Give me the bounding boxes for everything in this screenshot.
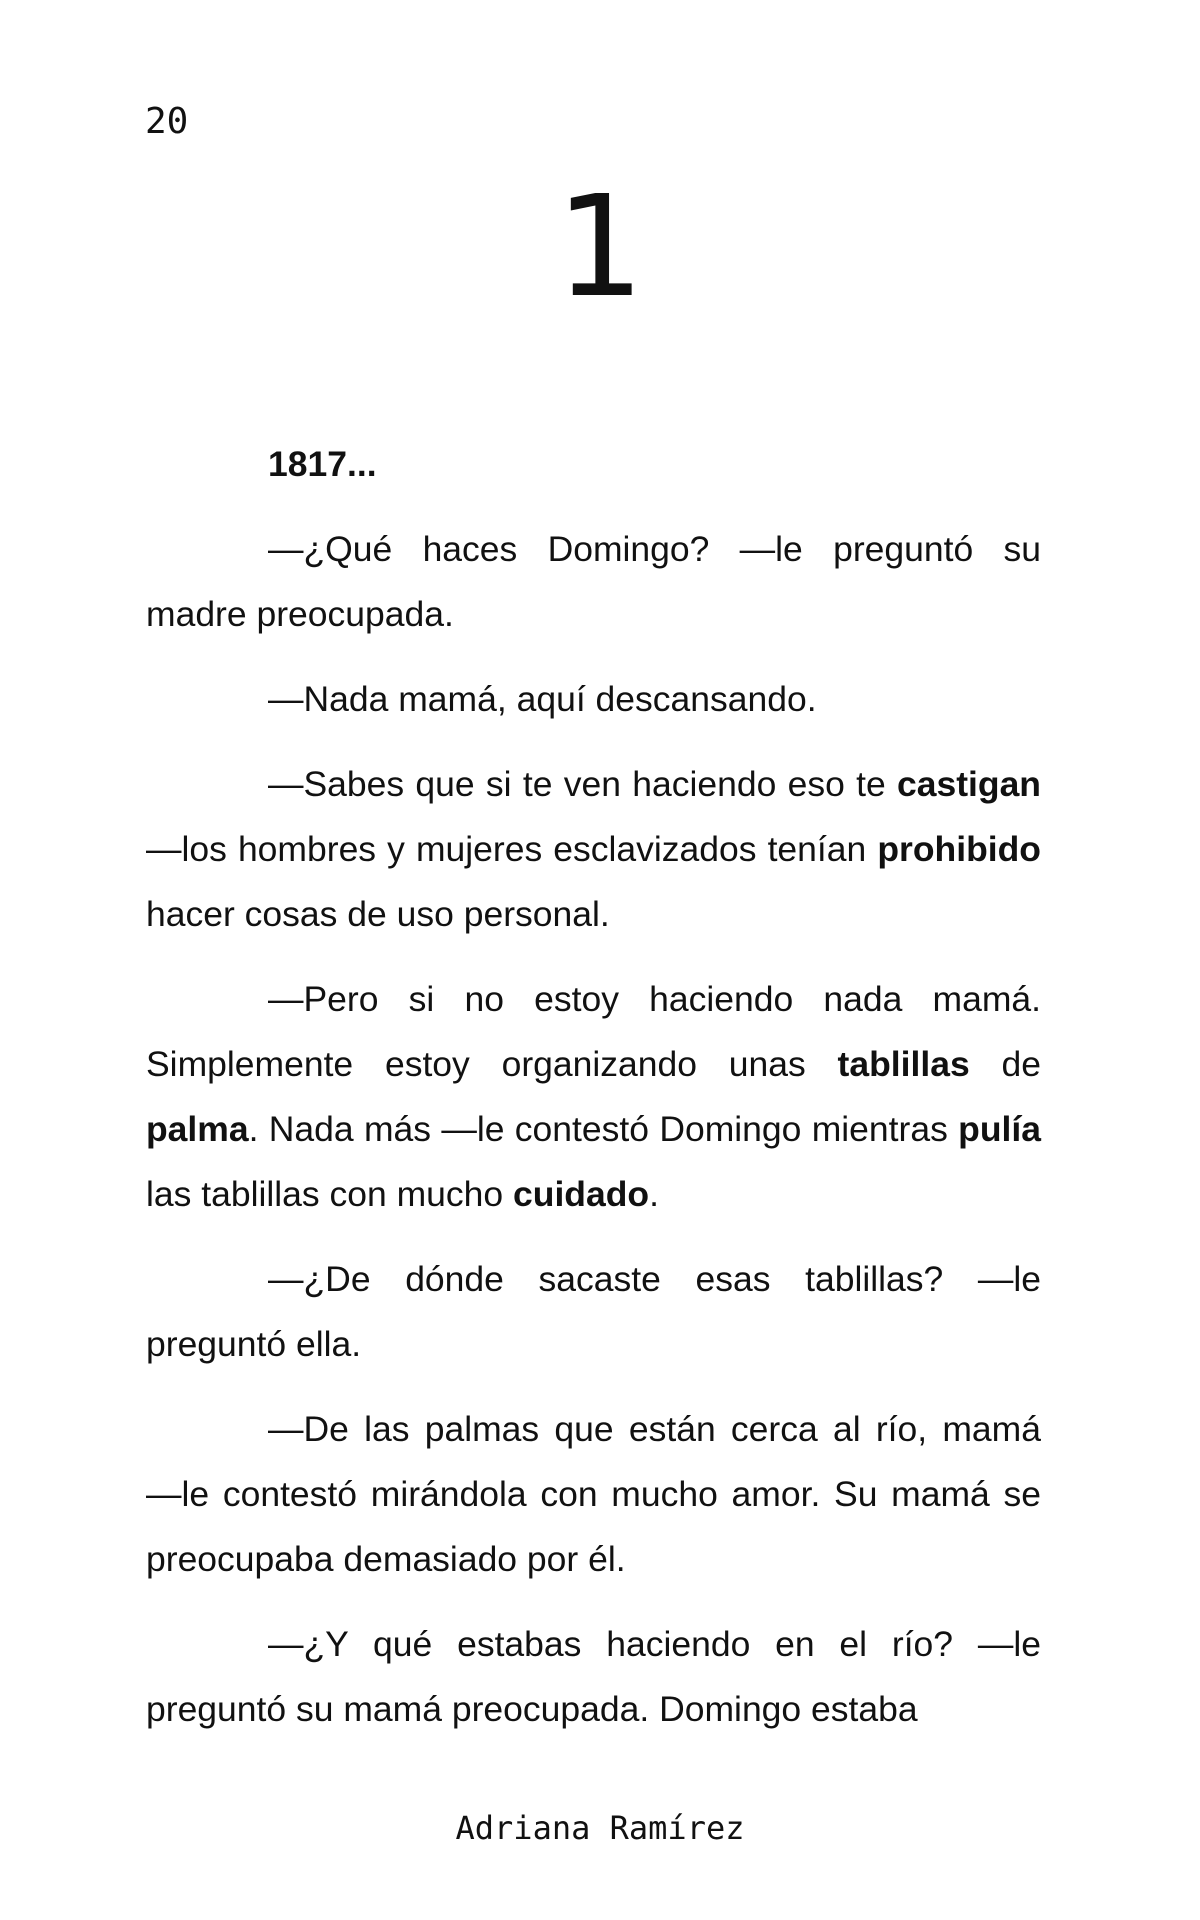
text-span: —¿Qué haces Domingo? —le preguntó su madre preocupada. — [146, 529, 1041, 634]
text-span: hacer cosas de uso personal. — [146, 894, 610, 934]
text-span: —Sabes que si te ven haciendo eso te — [268, 764, 897, 804]
paragraph-dialogue — [146, 967, 1041, 1227]
paragraph-dialogue — [146, 1247, 1041, 1377]
bold-term: pulía — [958, 1109, 1041, 1149]
paragraph-dialogue — [146, 1397, 1041, 1592]
text-span: —Nada mamá, aquí descansando. — [268, 679, 817, 719]
chapter-body — [146, 432, 1041, 1762]
text-span: las tablillas con mucho — [146, 1174, 514, 1214]
bold-term: cuidado — [513, 1174, 650, 1214]
text-span: —De las palmas que están cerca al río, mamá —le contestó mirándola con mucho amor. Su mamá se preocupaba demasiado por él. — [146, 1409, 1041, 1579]
paragraph-dialogue — [146, 1612, 1041, 1742]
text-span: —Pero si no estoy haciendo nada mamá. Simplemente estoy organizando unas — [146, 979, 1041, 1084]
page-number: 20 — [145, 101, 189, 142]
chapter-number: 1 — [555, 166, 645, 329]
bold-term: tablillas — [837, 1044, 970, 1084]
bold-term: prohibido — [877, 829, 1041, 869]
paragraph-dialogue — [146, 752, 1041, 947]
paragraph-dialogue — [146, 667, 1041, 732]
text-span: . — [649, 1174, 659, 1214]
text-span: de — [969, 1044, 1041, 1084]
bold-term: castigan — [896, 764, 1041, 804]
text-span: 1817... — [268, 444, 377, 484]
text-span: —¿De dónde sacaste esas tablillas? —le preguntó ella. — [146, 1259, 1041, 1364]
paragraph-dialogue — [146, 517, 1041, 647]
bold-term: palma — [146, 1109, 249, 1149]
text-span: —¿Y qué estabas haciendo en el río? —le preguntó su mamá preocupada. Domingo estaba — [146, 1624, 1041, 1729]
paragraph-year — [146, 432, 1041, 497]
text-span: —los hombres y mujeres esclavizados tenían — [146, 829, 878, 869]
footer-author: Adriana Ramírez — [455, 1809, 745, 1847]
text-span: . Nada más —le contestó Domingo mientras — [248, 1109, 959, 1149]
